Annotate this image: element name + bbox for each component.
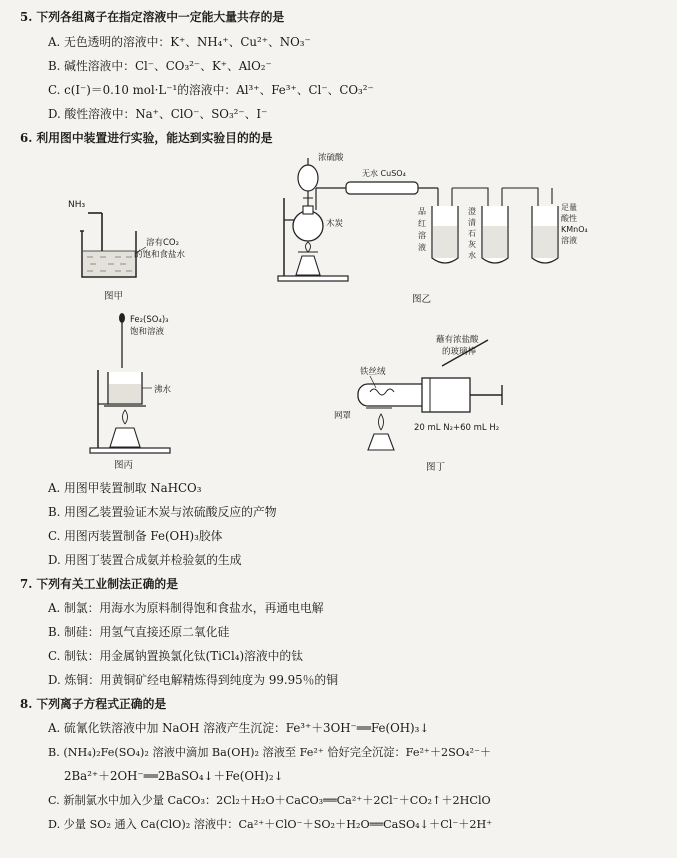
figure-yi bbox=[270, 148, 600, 308]
yi-acid-label: 浓硫酸 bbox=[318, 153, 344, 163]
bing-water-label: 沸水 bbox=[154, 385, 172, 395]
q8-option-b-line1: B. (NH₄)₂Fe(SO₄)₂ 溶液中滴加 Ba(OH)₂ 溶液至 Fe²⁺ 恰好完全沉淀：Fe²⁺＋2SO₄²⁻＋ bbox=[48, 746, 492, 759]
jia-liquid-label-2: 的饱和食盐水 bbox=[134, 250, 186, 260]
q6-stem: 6. 利用图中装置进行实验，能达到实验目的的是 bbox=[20, 131, 273, 145]
q5-option-b: B. 碱性溶液中：Cl⁻、CO₃²⁻、K⁺、AlO₂⁻ bbox=[48, 59, 272, 73]
ding-rod-label-1: 蘸有浓盐酸 bbox=[436, 335, 479, 345]
q5-option-a: A. 无色透明的溶液中：K⁺、NH₄⁺、Cu²⁺、NO₃⁻ bbox=[48, 35, 311, 49]
ding-caption: 图丁 bbox=[426, 462, 446, 473]
q7-option-b: B. 制硅：用氢气直接还原二氧化硅 bbox=[48, 625, 230, 639]
q7-option-a: A. 制氯：用海水为原料制得饱和食盐水，再通电电解 bbox=[48, 601, 324, 615]
svg-text:KMnO₄: KMnO₄ bbox=[561, 225, 588, 234]
q7-stem: 7. 下列有关工业制法正确的是 bbox=[20, 577, 178, 591]
ding-gauze-label: 网罩 bbox=[334, 411, 352, 421]
figure-jia bbox=[60, 195, 200, 305]
q6-option-b: B. 用图乙装置验证木炭与浓硫酸反应的产物 bbox=[48, 505, 277, 519]
svg-text:酸性: 酸性 bbox=[561, 214, 577, 223]
q8-stem: 8. 下列离子方程式正确的是 bbox=[20, 697, 167, 711]
q5-option-d: D. 酸性溶液中：Na⁺、ClO⁻、SO₃²⁻、I⁻ bbox=[48, 107, 268, 121]
svg-text:灰: 灰 bbox=[468, 240, 476, 249]
svg-text:品: 品 bbox=[418, 207, 426, 216]
yi-charcoal-label: 木炭 bbox=[326, 219, 344, 229]
q5-stem: 5. 下列各组离子在指定溶液中一定能大量共存的是 bbox=[20, 10, 285, 24]
q8-option-a: A. 硫氰化铁溶液中加 NaOH 溶液产生沉淀：Fe³⁺＋3OH⁻══Fe(OH)₃↓ bbox=[48, 721, 430, 735]
ding-gas-label: 20 mL N₂+60 mL H₂ bbox=[414, 423, 500, 433]
bing-reagent-label-1: Fe₂(SO₄)₃ bbox=[130, 315, 169, 325]
q8-option-d: D. 少量 SO₂ 通入 Ca(ClO)₂ 溶液中：Ca²⁺＋ClO⁻＋SO₂＋H₂O══CaSO₄↓＋Cl⁻＋2H⁺ bbox=[48, 818, 493, 831]
q6-option-a: A. 用图甲装置制取 NaHCO₃ bbox=[48, 481, 202, 495]
bing-reagent-label-2: 饱和溶液 bbox=[130, 327, 165, 337]
bing-caption: 图丙 bbox=[114, 460, 134, 470]
ding-rod-label-2: 的玻璃棒 bbox=[442, 347, 477, 357]
yi-caption: 图乙 bbox=[412, 294, 432, 305]
q5-option-c: C. c(I⁻)＝0.10 mol·L⁻¹的溶液中：Al³⁺、Fe³⁺、Cl⁻、CO₃²⁻ bbox=[48, 83, 374, 97]
figure-bing bbox=[80, 310, 210, 470]
jia-liquid-label-1: 溶有CO₂ bbox=[146, 238, 180, 248]
yi-bottle-2-label bbox=[468, 206, 476, 260]
svg-text:足量: 足量 bbox=[561, 203, 577, 212]
svg-text:水: 水 bbox=[468, 251, 476, 260]
ding-wool-label: 铁丝绒 bbox=[360, 367, 386, 377]
svg-text:红: 红 bbox=[418, 219, 426, 228]
yi-bottle-1-label bbox=[418, 207, 426, 252]
svg-text:澄: 澄 bbox=[468, 207, 476, 216]
svg-text:溶: 溶 bbox=[418, 231, 426, 240]
svg-text:石: 石 bbox=[468, 229, 476, 238]
q8-option-c: C. 新制氯水中加入少量 CaCO₃：2Cl₂＋H₂O＋CaCO₃══Ca²⁺＋2Cl⁻＋CO₂↑＋2HClO bbox=[48, 794, 491, 807]
q7-option-d: D. 炼铜：用黄铜矿经电解精炼得到纯度为 99.95％的铜 bbox=[48, 673, 338, 687]
q6-option-d: D. 用图丁装置合成氨并检验氨的生成 bbox=[48, 553, 242, 567]
svg-text:溶液: 溶液 bbox=[561, 236, 577, 245]
figure-ding bbox=[330, 330, 530, 475]
q7-option-c: C. 制钛：用金属钠置换氯化钛(TiCl₄)溶液中的钛 bbox=[48, 649, 304, 663]
svg-text:液: 液 bbox=[418, 243, 426, 252]
jia-caption: 图甲 bbox=[104, 291, 124, 302]
svg-text:清: 清 bbox=[468, 218, 476, 227]
bleed-through bbox=[420, 14, 500, 29]
yi-bottle-3-label bbox=[561, 202, 588, 245]
q6-option-c: C. 用图丙装置制备 Fe(OH)₃胶体 bbox=[48, 529, 223, 543]
jia-gas-label: NH₃ bbox=[68, 200, 86, 210]
yi-tube-label: 无水 CuSO₄ bbox=[362, 169, 406, 178]
q8-option-b-line2: 2Ba²⁺＋2OH⁻══2BaSO₄↓＋Fe(OH)₂↓ bbox=[64, 769, 284, 783]
